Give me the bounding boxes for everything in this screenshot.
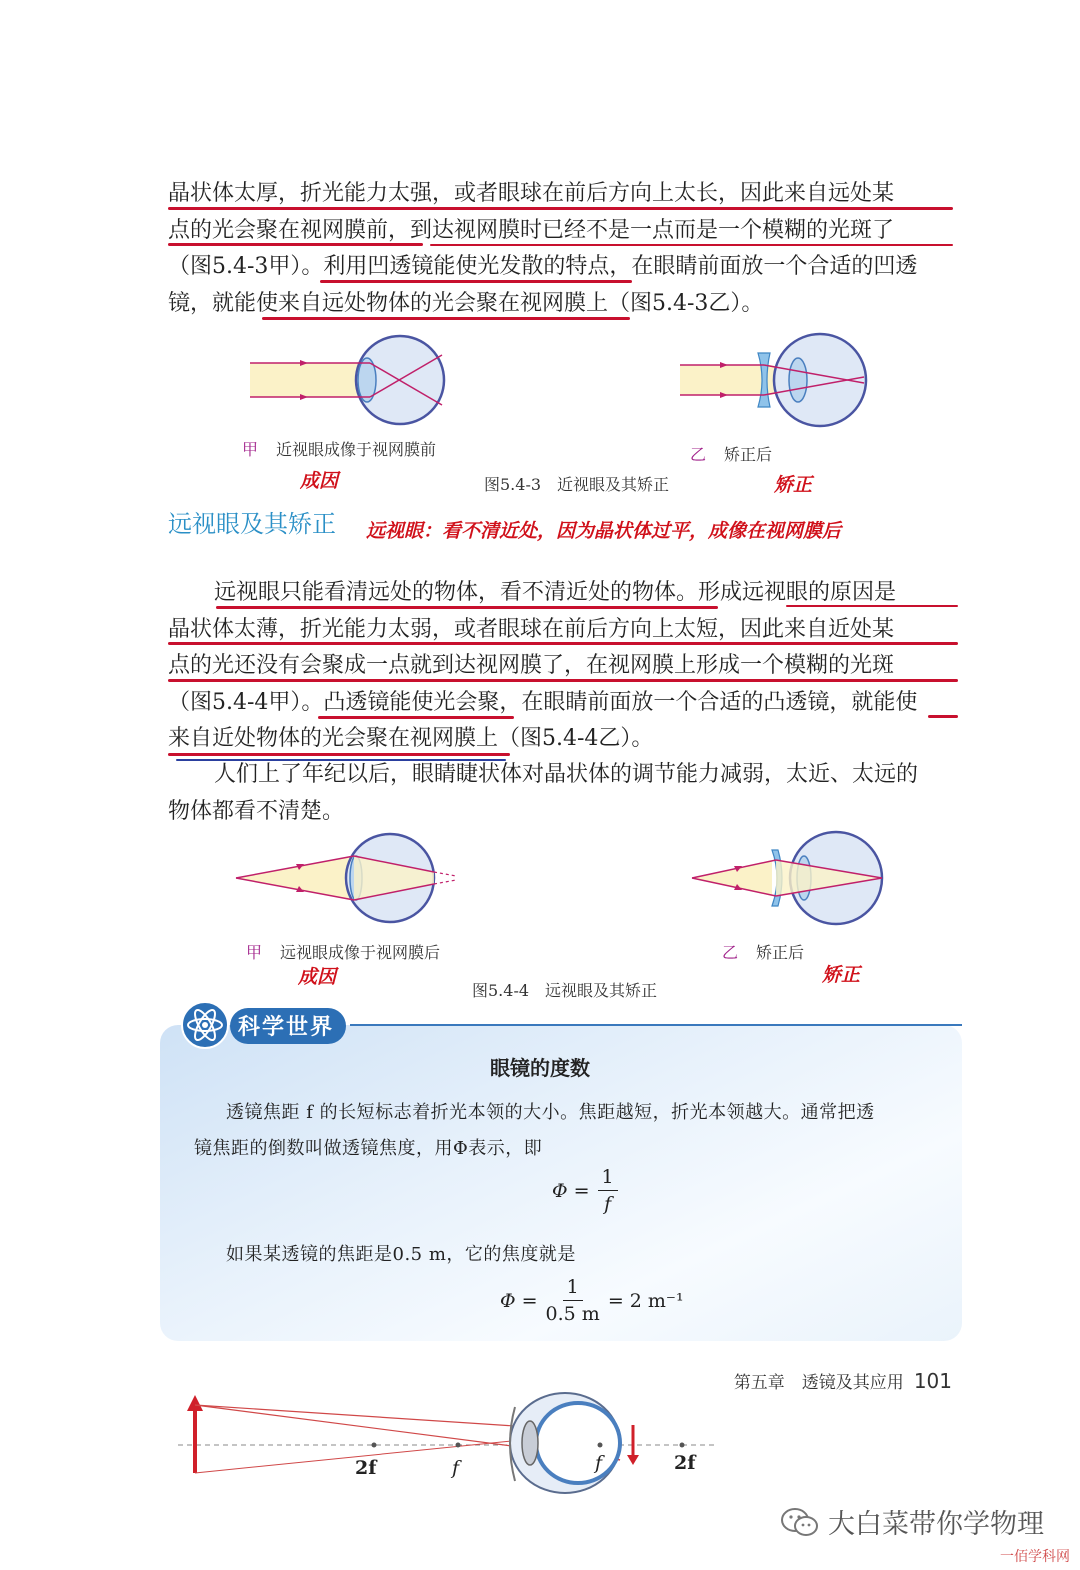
page-number: 101 <box>913 1369 952 1393</box>
text-line: 点的光会聚在视网膜前，到达视网膜时已经不是一点而是一个模糊的光斑了 <box>168 217 895 243</box>
text-line: （图5.4-4甲）。凸透镜能使光会聚，在眼睛前面放一个合适的凸透镜，就能使 <box>168 689 918 715</box>
text-line: 远视眼只能看清远处的物体，看不清近处的物体。形成远视眼的原因是 <box>214 580 897 605</box>
text-line: 晶状体太厚，折光能力太强，或者眼球在前后方向上太长，因此来自远处某 <box>168 181 895 206</box>
text-line: 晶状体太薄，折光能力太弱，或者眼球在前后方向上太短，因此来自近处某 <box>168 616 895 642</box>
annotation-underline <box>320 280 632 283</box>
box-text-line: 透镜焦距 f 的长短标志着折光本领的大小。焦距越短，折光本领越大。通常把透 <box>226 1102 875 1123</box>
science-world-badge: 科学世界 <box>230 1008 346 1044</box>
text-line: 来自近处物体的光会聚在视网膜上（图5.4-4乙）。 <box>168 726 654 751</box>
annotation-underline <box>216 606 718 609</box>
fraction <box>598 1166 618 1215</box>
wechat-icon <box>780 1506 820 1538</box>
handwritten-note-cause: 成因 <box>300 470 339 492</box>
text-line: 点的光还没有会聚成一点就到达视网膜了，在视网膜上形成一个模糊的光斑 <box>168 653 895 678</box>
annotation-underline <box>928 715 958 718</box>
paragraph-myopia-cause <box>168 176 958 322</box>
figure-subcaption-left <box>242 437 436 460</box>
formula-example <box>500 1276 684 1325</box>
eye-imaging-diagram <box>170 1385 730 1495</box>
text-line: 人们上了年纪以后，眼睛睫状体对晶状体的调节能力减弱，太近、太远的 <box>214 762 919 787</box>
label-f-right: f <box>595 1452 603 1474</box>
formula-rhs: = 2 m⁻¹ <box>607 1289 684 1312</box>
figure-label-mark: 乙 <box>690 445 707 464</box>
annotation-underline <box>168 642 958 645</box>
figure-label-mark: 甲 <box>246 943 263 962</box>
handwritten-note-cause: 成因 <box>298 966 337 988</box>
watermark-text: 大白菜带你学物理 <box>828 1509 1044 1540</box>
text-line: （图5.4-3甲）。利用凹透镜能使光发散的特点，在眼睛前面放一个合适的凹透 <box>168 254 918 279</box>
formula-lhs: Φ = <box>552 1179 590 1202</box>
figure-label-mark: 甲 <box>242 440 259 459</box>
myopia-eye-diagram <box>230 325 470 435</box>
figure-label-mark: 乙 <box>722 943 739 962</box>
section-heading: 远视眼及其矫正 <box>168 510 336 538</box>
paragraph-presbyopia <box>168 757 958 830</box>
page-footer <box>734 1368 952 1393</box>
wechat-watermark <box>780 1502 1044 1541</box>
fraction <box>546 1276 600 1325</box>
fraction-denominator: f <box>604 1193 612 1215</box>
annotation-underline <box>168 207 953 210</box>
fraction-numerator: 1 <box>598 1166 618 1191</box>
label-2f-left: 2f <box>355 1457 377 1479</box>
corner-watermark: 一佰学科网 <box>1000 1549 1070 1565</box>
text-line: 物体都看不清楚。 <box>168 798 345 824</box>
label-f-left: f <box>452 1457 460 1479</box>
handwritten-note-hyperopia: 远视眼：看不清近处，因为晶状体过平，成像在视网膜后 <box>366 520 842 542</box>
figure-subcaption-text: 近视眼成像于视网膜前 <box>276 440 437 459</box>
atom-icon <box>178 1000 232 1050</box>
handwritten-note-correction: 矫正 <box>774 474 813 496</box>
figure-subcaption-text: 矫正后 <box>756 943 805 962</box>
figure-caption: 图5.4-4 远视眼及其矫正 <box>472 981 658 1000</box>
figure-subcaption-text: 远视眼成像于视网膜后 <box>280 943 441 962</box>
annotation-underline <box>168 753 510 756</box>
annotation-underline <box>430 244 953 246</box>
formula-lhs: Φ = <box>500 1289 538 1312</box>
text-line: 镜，就能使来自远处物体的光会聚在视网膜上（图5.4-3乙）。 <box>168 290 764 316</box>
fraction-numerator: 1 <box>563 1276 583 1301</box>
figure-caption: 图5.4-3 近视眼及其矫正 <box>484 475 670 494</box>
annotation-underline <box>786 605 958 607</box>
box-header-rule <box>350 1024 962 1026</box>
paragraph-hyperopia-cause <box>168 575 958 758</box>
annotation-underline <box>168 679 958 682</box>
handwritten-note-correction: 矫正 <box>822 964 861 986</box>
fraction-denominator: 0.5 m <box>545 1303 600 1325</box>
box-text-line: 如果某透镜的焦距是0.5 m，它的焦度就是 <box>226 1244 576 1265</box>
figure-subcaption-text: 矫正后 <box>724 445 773 464</box>
chapter-title: 第五章 透镜及其应用 <box>733 1373 904 1393</box>
formula-definition <box>552 1166 626 1215</box>
label-2f-right: 2f <box>674 1452 696 1474</box>
figure-subcaption-left <box>246 940 440 963</box>
annotation-underline <box>318 716 514 719</box>
annotation-underline <box>262 317 630 320</box>
box-text-line: 镜焦距的倒数叫做透镜焦度，用Φ表示，即 <box>194 1138 543 1159</box>
myopia-corrected-eye-diagram <box>670 325 890 435</box>
annotation-underline <box>168 243 423 246</box>
figure-subcaption-right <box>690 442 772 465</box>
figure-subcaption-right <box>722 940 804 963</box>
hyperopia-corrected-eye-diagram <box>686 826 896 936</box>
box-title: 眼镜的度数 <box>490 1056 590 1080</box>
hyperopia-eye-diagram <box>230 826 470 936</box>
